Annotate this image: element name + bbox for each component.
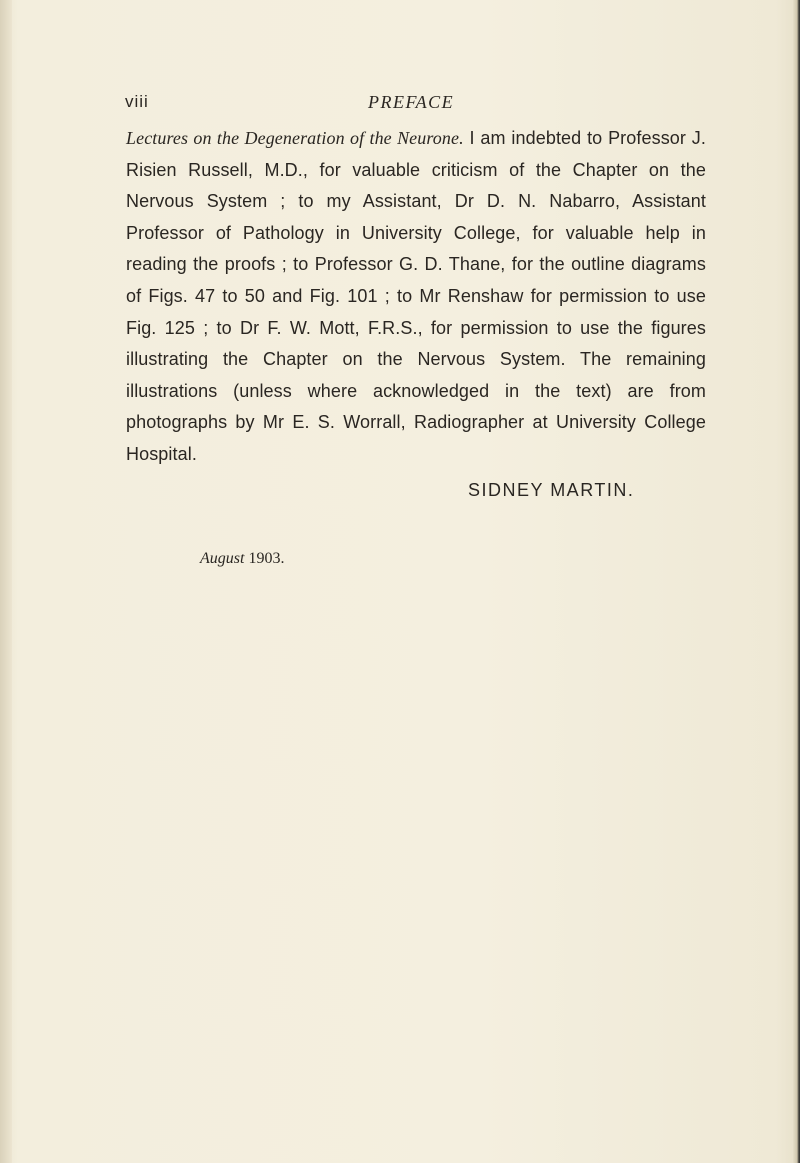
running-head: PREFACE [368,92,455,112]
preface-paragraph [126,123,706,471]
date-month: August [200,550,245,567]
date-year: 1903. [248,550,285,567]
page-number: viii [125,92,149,111]
page-edge [792,0,800,1163]
date-line [200,550,284,568]
page-gutter-shadow [0,0,12,1163]
cited-work-title: Lectures on the Degeneration of the Neurone. [126,128,464,148]
acknowledgements-text: I am indebted to Professor J. Risien Russell, M.D., for valuable criticism of the Chapter on the Nervous System ; to my Assistant, Dr D. N. Nabarro, Assistant Professor of Pathology in University College, for valuable help in reading the proofs ; to Professor G. D. Thane, for the outline diagrams of Figs. 47 to 50 and Fig. 101 ; to Mr Renshaw for permission to use Fig. 125 ; to Dr F. W. Mott, F.R.S., for permission to use the figures illustrating the Chapter on the Nervous System. The remaining illustrations (unless where acknowledged in the text) are from photographs by Mr E. S. Worrall, Radiographer at University College Hospital. [126,128,707,464]
author-signature: SIDNEY MARTIN. [468,480,635,500]
